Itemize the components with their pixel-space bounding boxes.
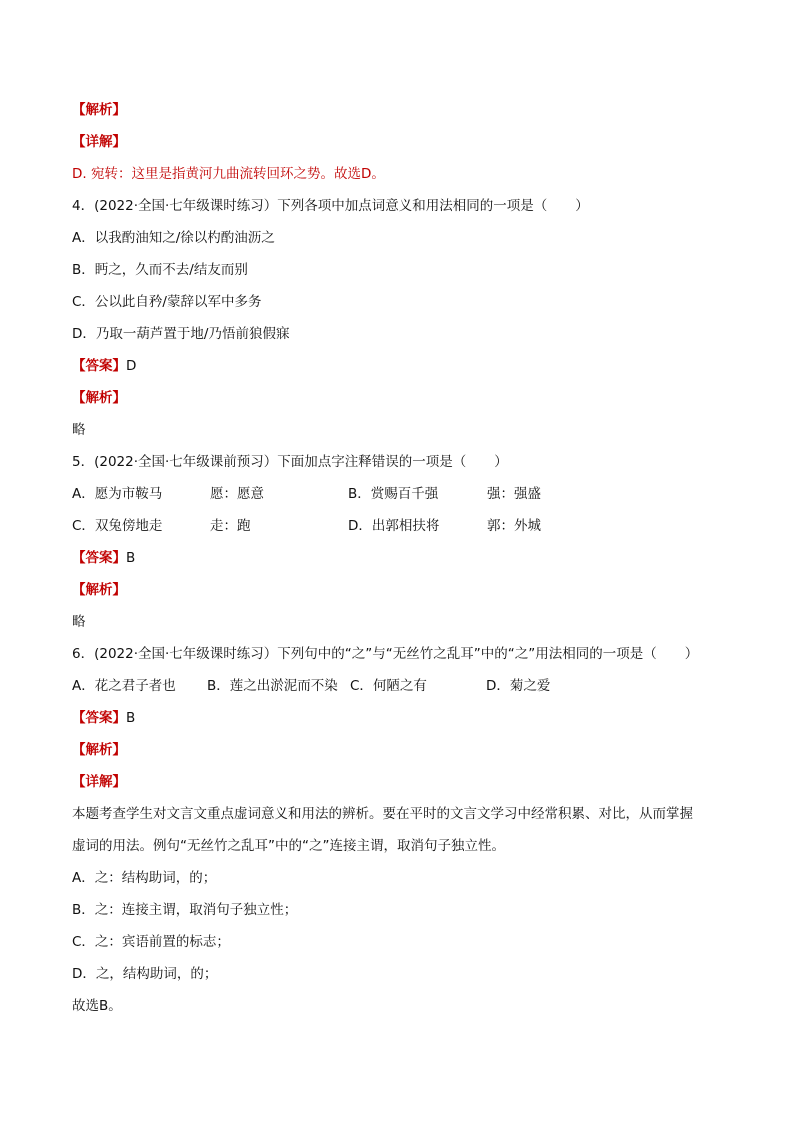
analysis-heading: 【解析】 xyxy=(72,102,126,118)
q6-stem: 6．(2022·全国·七年级课时练习）下列句中的“之”与“无丝竹之乱耳”中的“之”用法相同的一项是（ ） xyxy=(72,646,699,662)
q5-stem: 5．(2022·全国·七年级课前预习）下面加点字注释错误的一项是（ ） xyxy=(72,454,508,470)
q6-conclusion: 故选B。 xyxy=(72,998,122,1014)
q3-answer-text: D. 宛转：这里是指黄河九曲流转回环之势。故选D。 xyxy=(72,166,385,182)
q6-detail-c: C．之：宾语前置的标志； xyxy=(72,934,230,950)
q4-option-d: D．乃取一葫芦置于地/乃悟前狼假寐 xyxy=(72,326,290,342)
q5-analysis-heading: 【解析】 xyxy=(72,582,126,598)
q5-option-b-note: 强：强盛 xyxy=(487,486,541,502)
q5-option-c-note: 走：跑 xyxy=(210,518,251,534)
q5-option-a-note: 愿：愿意 xyxy=(210,486,264,502)
detail-heading: 【详解】 xyxy=(72,134,126,150)
q6-detail-paragraph-line-1: 本题考查学生对文言文重点虚词意义和用法的辨析。要在平时的文言文学习中经常积累、对比，从而掌握 xyxy=(72,806,693,822)
q5-option-d: D．出郭相扶将 xyxy=(348,518,440,534)
q5-answer: 【答案】B xyxy=(72,550,136,566)
q6-option-d: D．菊之爱 xyxy=(486,678,551,694)
q5-analysis-text: 略 xyxy=(72,614,86,630)
q4-answer: 【答案】D xyxy=(72,358,137,374)
q4-option-b: B．眄之，久而不去/结友而别 xyxy=(72,262,248,278)
q5-option-d-note: 郭：外城 xyxy=(487,518,541,534)
q6-detail-d: D．之，结构助词，的； xyxy=(72,966,218,982)
q6-answer: 【答案】B xyxy=(72,710,136,726)
q6-detail-heading: 【详解】 xyxy=(72,774,126,790)
q5-option-c: C．双兔傍地走 xyxy=(72,518,163,534)
q6-detail-b: B．之：连接主谓，取消句子独立性； xyxy=(72,902,298,918)
q4-option-a: A．以我酌油知之/徐以杓酌油沥之 xyxy=(72,230,275,246)
q6-detail-paragraph-line-2: 虚词的用法。例句“无丝竹之乱耳”中的“之”连接主谓，取消句子独立性。 xyxy=(72,838,505,854)
detail-label: 详解 xyxy=(85,134,113,150)
q6-detail-a: A．之：结构助词，的； xyxy=(72,870,217,886)
q4-option-c: C．公以此自矜/蒙辞以军中多务 xyxy=(72,294,262,310)
q6-option-a: A．花之君子者也 xyxy=(72,678,176,694)
q4-stem: 4．(2022·全国·七年级课时练习）下列各项中加点词意义和用法相同的一项是（ ） xyxy=(72,198,589,214)
q6-option-c: C．何陋之有 xyxy=(350,678,427,694)
q5-option-b: B．赏赐百千强 xyxy=(348,486,439,502)
q6-analysis-heading: 【解析】 xyxy=(72,742,126,758)
q4-analysis-heading: 【解析】 xyxy=(72,390,126,406)
analysis-label: 解析 xyxy=(85,102,113,118)
q5-option-a: A．愿为市鞍马 xyxy=(72,486,163,502)
q6-option-b: B．莲之出淤泥而不染 xyxy=(207,678,338,694)
q4-analysis-text: 略 xyxy=(72,422,86,438)
